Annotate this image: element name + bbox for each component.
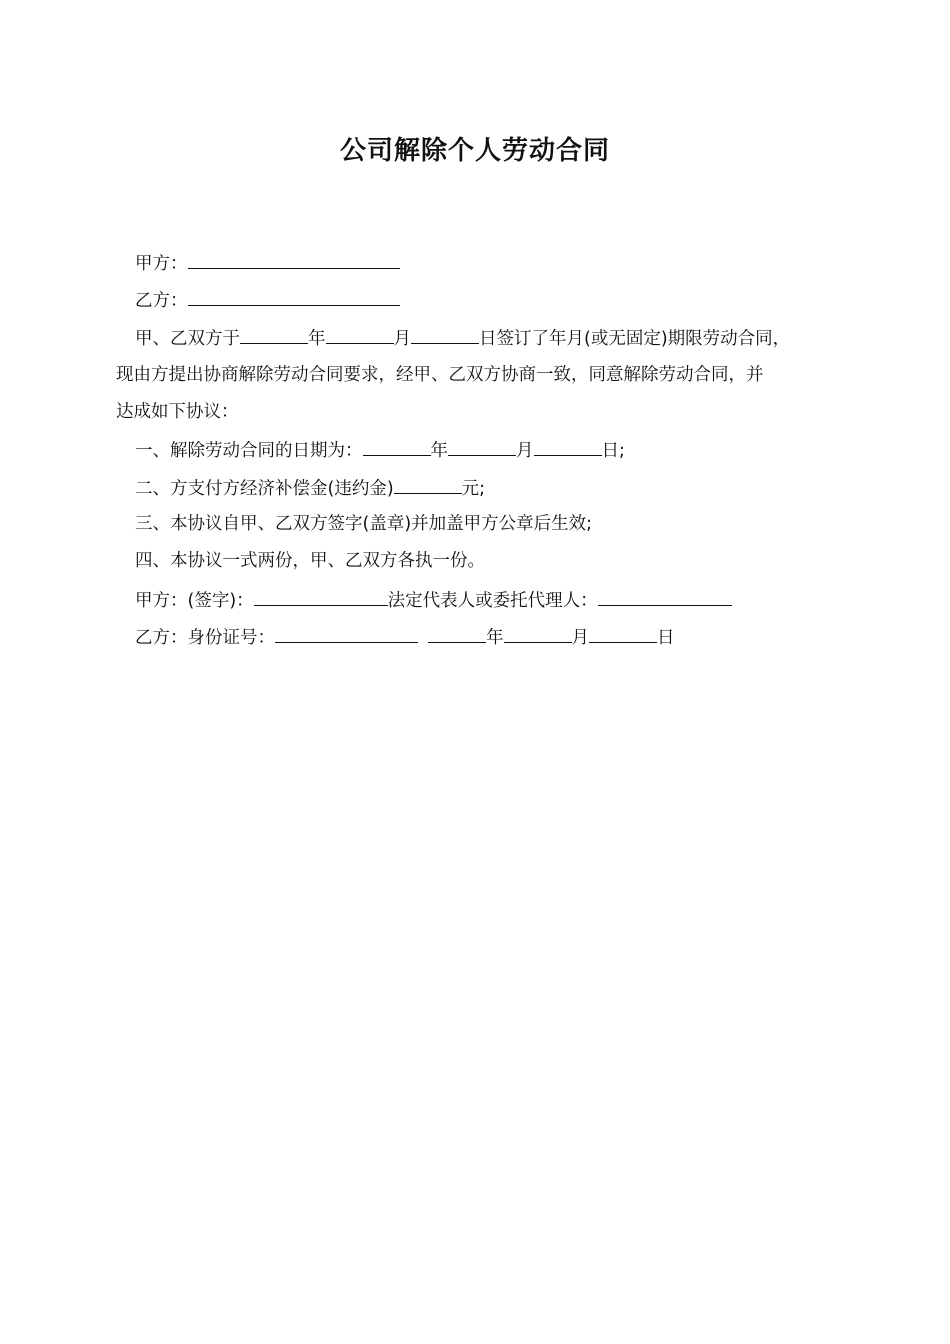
clause-1-year-label: 年 [430, 441, 448, 461]
clause-4: 四、本协议一式两份，甲、乙双方各执一份。 [135, 551, 485, 571]
clause-2-prefix: 二、方支付方经济补偿金(违约金) [135, 479, 394, 499]
intro-line-1 [135, 325, 790, 351]
party-b-blank [188, 287, 400, 306]
party-a-line [135, 250, 400, 276]
intro-day-blank [411, 325, 479, 344]
signature-b-year-blank [428, 624, 486, 643]
document-title: 公司解除个人劳动合同 [339, 136, 610, 166]
intro-year-blank [240, 325, 308, 344]
clause-1-prefix: 一、解除劳动合同的日期为： [135, 441, 363, 461]
clause-2-suffix: 元; [461, 479, 486, 499]
clause-1 [135, 437, 625, 463]
signature-b-year-label: 年 [486, 628, 504, 648]
signature-b-day-label: 日 [657, 628, 675, 648]
clause-1-day-blank [534, 437, 602, 456]
id-number-blank [275, 624, 418, 643]
clause-2-amount-blank [394, 475, 462, 494]
signature-party-a [135, 587, 732, 613]
signature-b-prefix: 乙方：身份证号： [135, 628, 275, 648]
clause-3: 三、本协议自甲、乙双方签字(盖章)并加盖甲方公章后生效; [135, 514, 593, 534]
party-b-label: 乙方： [135, 291, 188, 311]
intro-suffix: 日签订了年月(或无固定)期限劳动合同， [479, 329, 791, 349]
intro-line-2: 现由方提出协商解除劳动合同要求，经甲、乙双方协商一致，同意解除劳动合同，并 [116, 365, 764, 385]
signature-a-representative-label: 法定代表人或委托代理人： [387, 591, 598, 611]
clause-1-day-suffix: 日; [601, 441, 625, 461]
clause-1-month-label: 月 [516, 441, 534, 461]
signature-party-b [135, 624, 675, 650]
signature-a-prefix: 甲方：(签字)： [135, 591, 254, 611]
signature-b-month-blank [504, 624, 572, 643]
intro-prefix: 甲、乙双方于 [135, 329, 240, 349]
clause-2 [135, 475, 485, 501]
signature-a-blank [254, 587, 388, 606]
intro-month-label: 月 [393, 329, 411, 349]
party-b-line [135, 287, 400, 313]
intro-year-label: 年 [308, 329, 326, 349]
signature-b-day-blank [589, 624, 657, 643]
intro-month-blank [326, 325, 394, 344]
party-a-blank [188, 250, 400, 269]
party-a-label: 甲方： [135, 254, 188, 274]
clause-1-month-blank [448, 437, 516, 456]
signature-b-month-label: 月 [571, 628, 589, 648]
clause-1-year-blank [363, 437, 431, 456]
intro-line-3: 达成如下协议： [116, 402, 239, 422]
representative-blank [598, 587, 732, 606]
